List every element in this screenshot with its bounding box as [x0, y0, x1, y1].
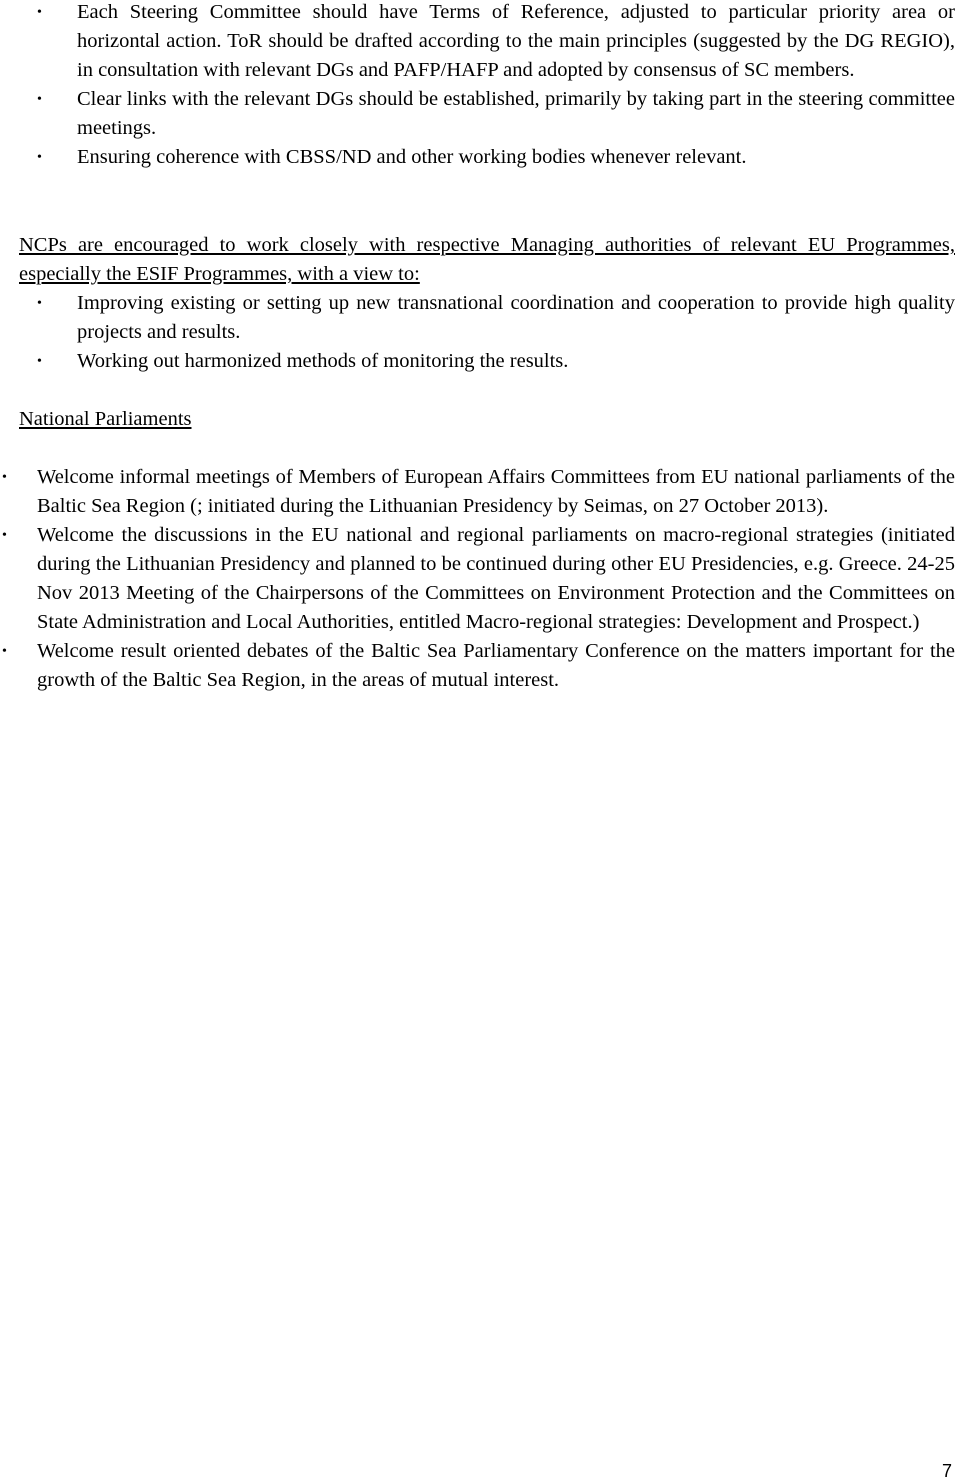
section-heading: National Parliaments: [19, 408, 192, 430]
bullet-icon: •: [37, 150, 42, 165]
list-item-text: Welcome result oriented debates of the Baltic Sea Parliamentary Conference on the matters important for the growth of the Baltic Sea Region, in the areas of mutual interest.: [37, 640, 955, 691]
list-item-text: Each Steering Committee should have Terms of Reference, adjusted to particular priority area or horizontal action. ToR should be drafted according to the main principles (suggested by the DG REGIO), in consultation with relevant DGs and PAFP/HAFP and adopted by consensus of SC members.: [77, 1, 955, 81]
list-item: [2, 463, 955, 521]
list-item-text: Clear links with the relevant DGs should be established, primarily by taking part in the steering committee meetings.: [77, 88, 955, 139]
list-item-text: Welcome informal meetings of Members of European Affairs Committees from EU national parliaments of the Baltic Sea Region (; initiated during the Lithuanian Presidency by Seimas, on 27 October 2013).: [37, 466, 955, 517]
steering-committee-list: [37, 0, 955, 172]
list-item-text: Ensuring coherence with CBSS/ND and other working bodies whenever relevant.: [77, 146, 747, 168]
bullet-icon: •: [2, 470, 7, 485]
bullet-icon: •: [37, 5, 42, 20]
list-item-text: Improving existing or setting up new transnational coordination and cooperation to provide high quality projects and results.: [77, 292, 955, 343]
bullet-icon: •: [37, 92, 42, 107]
list-item: [2, 637, 955, 695]
list-item: [37, 143, 955, 172]
page-number: 7: [941, 1461, 952, 1481]
list-item: [37, 347, 955, 376]
bullet-icon: •: [37, 296, 42, 311]
bullet-icon: •: [37, 354, 42, 369]
list-item: [2, 521, 955, 637]
ncp-goals-list: [37, 289, 955, 376]
bullet-icon: •: [2, 644, 7, 659]
list-item: [37, 0, 955, 85]
list-item-text: Welcome the discussions in the EU national and regional parliaments on macro-regional strategies (initiated during the Lithuanian Presidency and planned to be continued during other EU Presidencies, e.g. Greece. 24-25 Nov 2013 Meeting of the Chairpersons of the Committees on Environment Protection and the Committees on State Administration and Local Authorities, entitled Macro-regional strategies: Development and Prospect.): [37, 524, 955, 633]
parliaments-list: [2, 463, 955, 695]
bullet-icon: •: [2, 528, 7, 543]
list-item: [37, 85, 955, 143]
ncp-intro-paragraph: NCPs are encouraged to work closely with respective Managing authorities of relevant EU Programmes, especially the ESIF Programmes, with a view to:: [19, 234, 955, 285]
list-item-text: Working out harmonized methods of monitoring the results.: [77, 350, 569, 372]
list-item: [37, 289, 955, 347]
